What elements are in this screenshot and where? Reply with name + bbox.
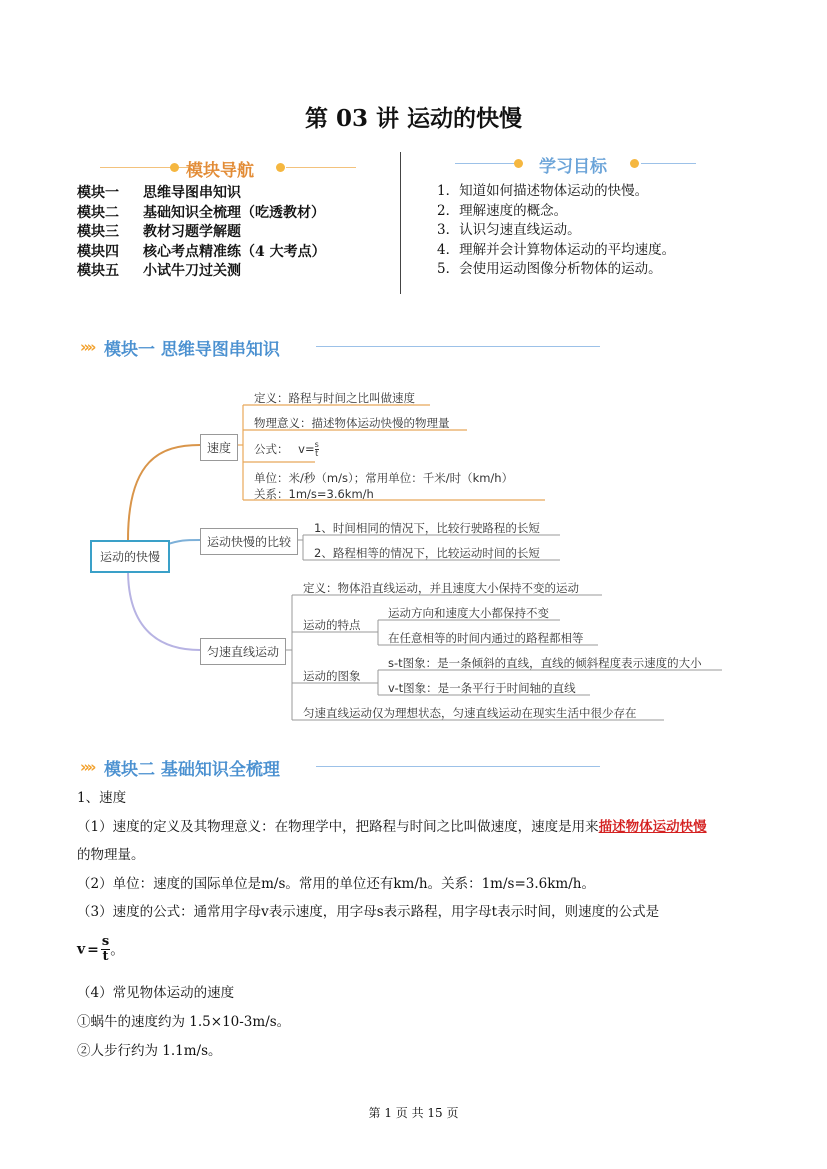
body-formula-desc: （3）速度的公式：通常用字母v表示速度，用字母s表示路程，用字母t表示时间，则速度的公式是 bbox=[77, 904, 660, 920]
section2-chevron-icon: »» bbox=[80, 758, 94, 776]
objective-item: 4．理解并会计算物体运动的平均速度。 bbox=[437, 241, 676, 258]
objective-item: 5．会使用运动图像分析物体的运动。 bbox=[437, 261, 662, 277]
highlight-keyword: 描述物体运动快慢 bbox=[598, 819, 707, 835]
module-item: 模块二 基础知识全梳理（吃透教材） bbox=[77, 204, 325, 221]
section1-chevron-icon: »» bbox=[80, 338, 94, 356]
mindmap-speed-unit: 单位：米/秒（m/s）；常用单位：千米/时（km/h） bbox=[254, 471, 514, 485]
module-item: 模块一 思维导图串知识 bbox=[77, 185, 241, 201]
page-footer: 第 1 页 共 15 页 bbox=[368, 1106, 459, 1120]
mindmap-feature-2: 在任意相等的时间内通过的路程都相等 bbox=[388, 631, 584, 645]
mindmap-uniform-note: 匀速直线运动仅为理想状态，匀速直线运动在现实生活中很少存在 bbox=[303, 706, 637, 720]
section2-title: 模块二 基础知识全梳理 bbox=[104, 760, 280, 780]
mindmap-graph-vt: v-t图象：是一条平行于时间轴的直线 bbox=[388, 681, 576, 695]
mindmap-feature-1: 运动方向和速度大小都保持不变 bbox=[388, 606, 549, 620]
body-formula: v = $\frac{s}{t}$ 。 bbox=[77, 934, 125, 964]
module-item: 模块四 核心考点精准练（4 大考点） bbox=[77, 243, 326, 260]
objective-item: 2．理解速度的概念。 bbox=[437, 202, 568, 219]
mindmap-speed-relation: 关系：1m/s=3.6km/h bbox=[254, 487, 374, 501]
mindmap-node-compare: 运动快慢的比较 bbox=[200, 528, 298, 555]
mindmap-uniform-def: 定义：物体沿直线运动，并且速度大小保持不变的运动 bbox=[303, 581, 579, 595]
section2-title-line bbox=[316, 766, 600, 767]
mindmap-root: 运动的快慢 bbox=[90, 540, 170, 573]
mindmap-graph-st: s-t图象：是一条倾斜的直线，直线的倾斜程度表示速度的大小 bbox=[388, 656, 702, 670]
body-definition: （1）速度的定义及其物理意义：在物理学中，把路程与时间之比叫做速度，速度是用来描述物体运动快慢 bbox=[77, 819, 707, 835]
body-definition-cont: 的物理量。 bbox=[77, 847, 145, 863]
body-common-speeds: （4）常见物体运动的速度 bbox=[77, 985, 235, 1001]
page-title: 第 03 讲 运动的快慢 bbox=[304, 105, 523, 132]
mindmap-features: 运动的特点 bbox=[303, 618, 361, 632]
section1-title: 模块一 思维导图串知识 bbox=[104, 340, 280, 360]
nav-heading: 模块导航 bbox=[186, 161, 254, 181]
body-heading-speed: 1、速度 bbox=[77, 790, 127, 806]
body-units: （2）单位：速度的国际单位是m/s。常用的单位还有km/h。关系：1m/s=3.6km/h。 bbox=[77, 876, 595, 892]
mindmap-node-speed: 速度 bbox=[200, 434, 238, 461]
module-item: 模块五 小试牛刀过关测 bbox=[77, 263, 241, 279]
body-snail-speed: ①蜗牛的速度约为 1.5×10-3m/s。 bbox=[77, 1014, 291, 1030]
mindmap-graphs: 运动的图象 bbox=[303, 669, 361, 683]
objective-item: 1．知道如何描述物体运动的快慢。 bbox=[437, 183, 649, 199]
mindmap-node-uniform: 匀速直线运动 bbox=[200, 638, 286, 665]
objective-item: 3．认识匀速直线运动。 bbox=[437, 222, 581, 238]
goal-heading: 学习目标 bbox=[539, 157, 607, 177]
module-item: 模块三 教材习题学解题 bbox=[77, 224, 241, 240]
mindmap-speed-formula: 公式： v= $\frac{s}{t}$ bbox=[254, 440, 319, 458]
mindmap-speed-meaning: 物理意义：描述物体运动快慢的物理量 bbox=[254, 416, 450, 430]
mindmap-compare-2: 2、路程相等的情况下，比较运动时间的长短 bbox=[314, 546, 540, 560]
mindmap-speed-def: 定义：路程与时间之比叫做速度 bbox=[254, 391, 415, 405]
body-walk-speed: ②人步行约为 1.1m/s。 bbox=[77, 1043, 222, 1059]
mindmap-compare-1: 1、时间相同的情况下，比较行驶路程的长短 bbox=[314, 521, 540, 535]
